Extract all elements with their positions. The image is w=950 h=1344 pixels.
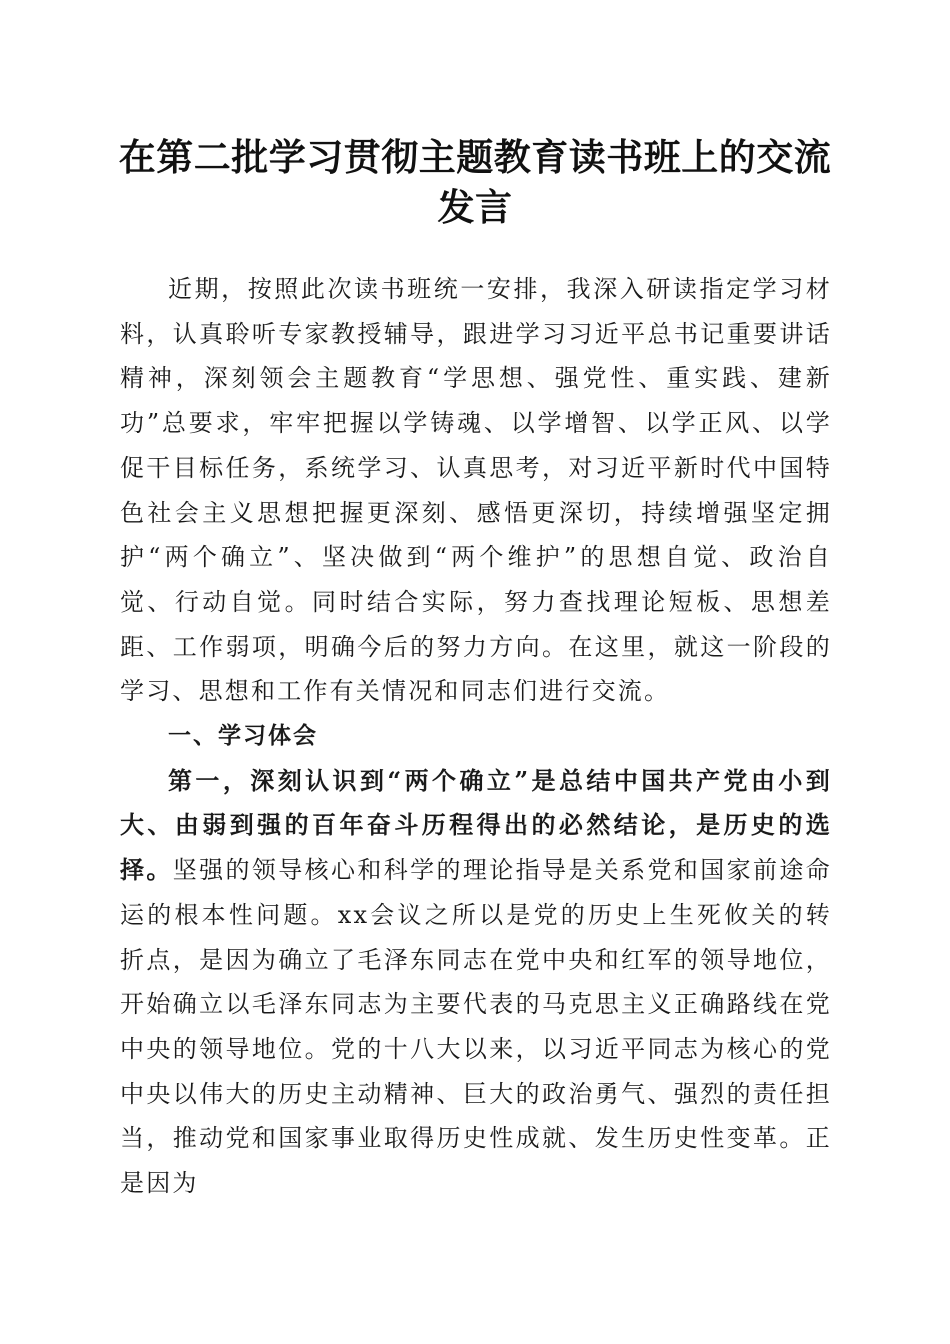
point-one-lead: 第一，深刻认识到“两个确立”是总结中国共产党由小到大、由弱到强的百年奋斗历程得出的必然结论，是历史的选择。 bbox=[120, 765, 832, 885]
intro-paragraph: 近期，按照此次读书班统一安排，我深入研读指定学习材料，认真聆听专家教授辅导，跟进学习习近平总书记重要讲话精神，深刻领会主题教育“学思想、强党性、重实践、建新功”总要求，牢牢把握以学铸魂、以学增智、以学正风、以学促干目标任务，系统学习、认真思考，对习近平新时代中国特色社会主义思想把握更深刻、感悟更深切，持续增强坚定拥护“两个确立”、坚决做到“两个维护”的思想自觉、政治自觉、行动自觉。同时结合实际，努力查找理论短板、思想差距、工作弱项，明确今后的努力方向。在这里，就这一阶段的学习、思想和工作有关情况和同志们进行交流。 bbox=[120, 275, 832, 706]
point-one-body: 坚强的领导核心和科学的理论指导是关系党和国家前途命运的根本性问题。xx会议之所以是党的历史上生死攸关的转折点，是因为确立了毛泽东同志在党中央和红军的领导地位，开始确立以毛泽东同志为主要代表的马克思主义正确路线在党中央的领导地位。党的十八大以来，以习近平同志为核心的党中央以伟大的历史主动精神、巨大的政治勇气、强烈的责任担当，推动党和国家事业取得历史性成就、发生历史性变革。正是因为 bbox=[120, 856, 833, 1198]
document-title: 在第二批学习贯彻主题教育读书班上的交流发言 bbox=[118, 135, 832, 229]
section-heading: 一、学习体会 bbox=[168, 723, 318, 750]
document-body bbox=[120, 267, 832, 1206]
point-one-paragraph bbox=[120, 759, 832, 1206]
